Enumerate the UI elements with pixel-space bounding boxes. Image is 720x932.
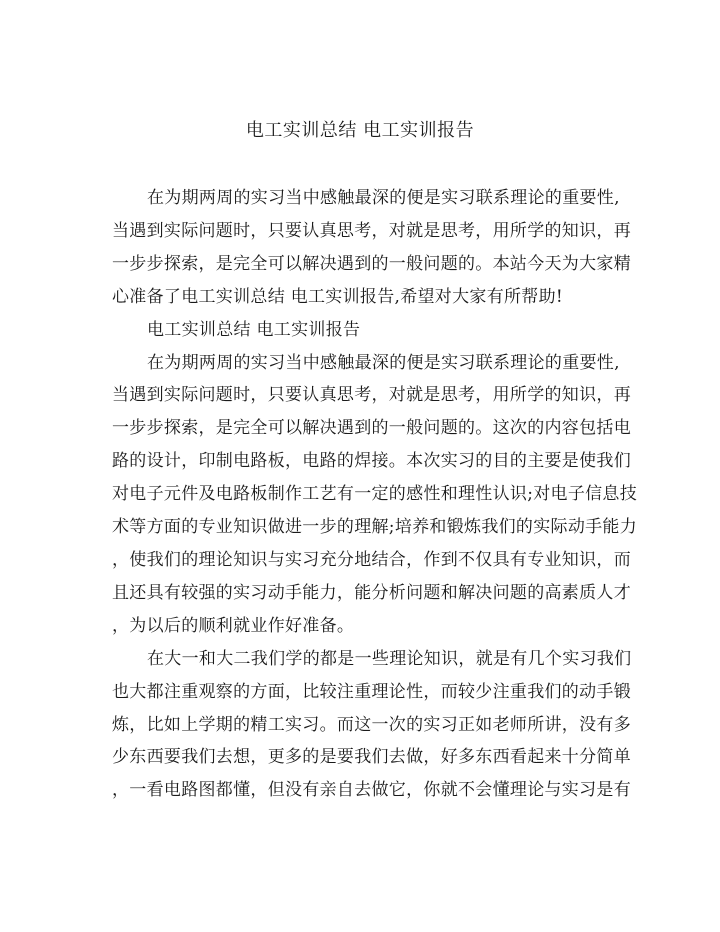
paragraph-line: ，使我们的理论知识与实习充分地结合，作到不仅具有专业知识，而 xyxy=(112,549,631,570)
paragraph-line: ，为以后的顺利就业作好准备。 xyxy=(112,615,355,636)
paragraph-line: 也大都注重观察的方面，比较注重理论性，而较少注重我们的动手锻 xyxy=(112,681,631,702)
paragraph-line: 一步步探索，是完全可以解决遇到的一般问题的。这次的内容包括电 xyxy=(112,418,631,439)
document-body xyxy=(112,182,638,807)
paragraph-line: 对电子元件及电路板制作工艺有一定的感性和理性认识;对电子信息技 xyxy=(112,484,638,505)
paragraph-line: ，一看电路图都懂，但没有亲自去做它，你就不会懂理论与实习是有 xyxy=(112,780,631,801)
document-title: 电工实训总结 电工实训报告 xyxy=(245,120,475,141)
paragraph-line: 当遇到实际问题时，只要认真思考，对就是思考，用所学的知识，再 xyxy=(112,220,631,241)
paragraph-line: 且还具有较强的实习动手能力，能分析问题和解决问题的高素质人才 xyxy=(112,582,631,603)
paragraph-line: 路的设计，印制电路板，电路的焊接。本次实习的目的主要是使我们 xyxy=(112,451,631,472)
paragraph-line: 心准备了电工实训总结 电工实训报告,希望对大家有所帮助! xyxy=(112,286,564,307)
section-heading: 电工实训总结 电工实训报告 xyxy=(147,319,361,340)
paragraph-line: 在为期两周的实习当中感触最深的便是实习联系理论的重要性, xyxy=(147,352,620,373)
paragraph-line: 炼，比如上学期的精工实习。而这一次的实习正如老师所讲，没有多 xyxy=(112,714,631,735)
paragraph-line: 当遇到实际问题时，只要认真思考，对就是思考，用所学的知识，再 xyxy=(112,385,631,406)
paragraph-line: 在大一和大二我们学的都是一些理论知识，就是有几个实习我们 xyxy=(147,648,632,669)
paragraph-line: 术等方面的专业知识做进一步的理解;培养和锻炼我们的实际动手能力 xyxy=(112,517,638,538)
paragraph-line: 在为期两周的实习当中感触最深的便是实习联系理论的重要性, xyxy=(147,188,620,208)
paragraph-line: 一步步探索，是完全可以解决遇到的一般问题的。本站今天为大家精 xyxy=(112,253,631,274)
paragraph-line: 少东西要我们去想，更多的是要我们去做，好多东西看起来十分简单 xyxy=(112,747,631,768)
